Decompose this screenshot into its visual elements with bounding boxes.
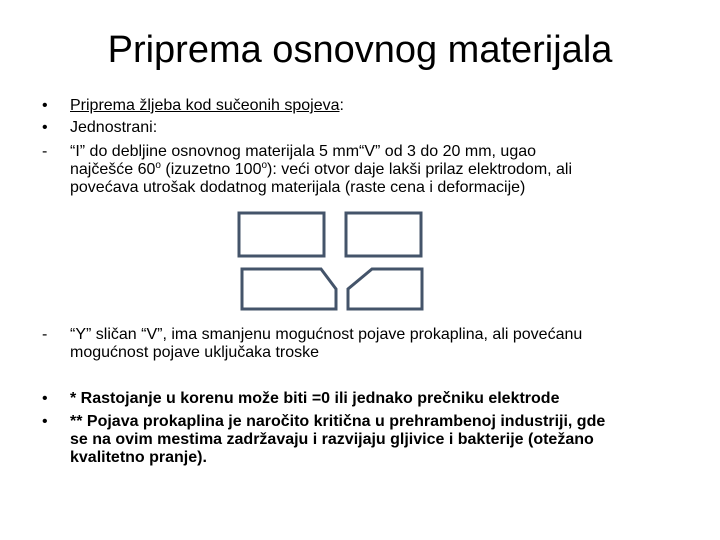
- degree-sup-1: o: [155, 160, 161, 171]
- joint-preparation-colon: :: [339, 97, 344, 114]
- angle-text-b: (izuzetno 100: [160, 161, 262, 178]
- i-v-joint-line-1: “I” do debljine osnovnog materijala 5 mm“V” od 3 do 20 mm, ugao: [70, 143, 537, 160]
- bullet-single-sided: Jednostrani:: [70, 119, 158, 136]
- angle-text-a: najčešće 60: [70, 161, 156, 178]
- y-joint-line-2: mogućnost pojave uključaka troske: [70, 344, 320, 361]
- bullet-joint-preparation: [70, 97, 344, 114]
- degree-sup-2: o: [261, 160, 268, 171]
- bullet-marker: •: [42, 390, 48, 407]
- angle-text-c: ): veći otvor daje lakši prilaz elektrodom, ali: [267, 161, 573, 178]
- v-joint-left-plate: [242, 269, 336, 309]
- slide-title: Priprema osnovnog materijala: [107, 29, 613, 71]
- i-v-joint-line-3: povećava utrošak dodatnog materijala (raste cena i deformacije): [70, 179, 526, 196]
- bullet-marker: •: [42, 97, 48, 114]
- i-joint-right-plate: [346, 213, 421, 256]
- v-joint-right-plate: [348, 269, 422, 309]
- burn-through-note-line-1: ** Pojava prokaplina je naročito kritična u prehrambenoj industriji, gde: [70, 413, 606, 430]
- bullet-marker: •: [42, 413, 48, 430]
- y-joint-line-1: “Y” sličan “V”, ima smanjenu mogućnost pojave prokaplina, ali povećanu: [70, 326, 583, 343]
- burn-through-note-line-2: se na ovim mestima zadržavaju i razvijaju gljivice i bakterije (otežano: [70, 431, 594, 448]
- dash-marker: -: [42, 143, 48, 160]
- joint-preparation-text: Priprema žljeba kod sučeonih spojeva: [70, 97, 340, 114]
- i-joint-left-plate: [239, 213, 324, 256]
- bullet-marker: •: [42, 119, 48, 136]
- i-v-joint-line-2: [70, 161, 572, 178]
- burn-through-note-line-3: kvalitetno pranje).: [70, 449, 207, 466]
- root-gap-note: * Rastojanje u korenu može biti =0 ili jednako prečniku elektrode: [70, 390, 560, 407]
- dash-marker: -: [42, 326, 48, 343]
- groove-figure: [230, 205, 430, 315]
